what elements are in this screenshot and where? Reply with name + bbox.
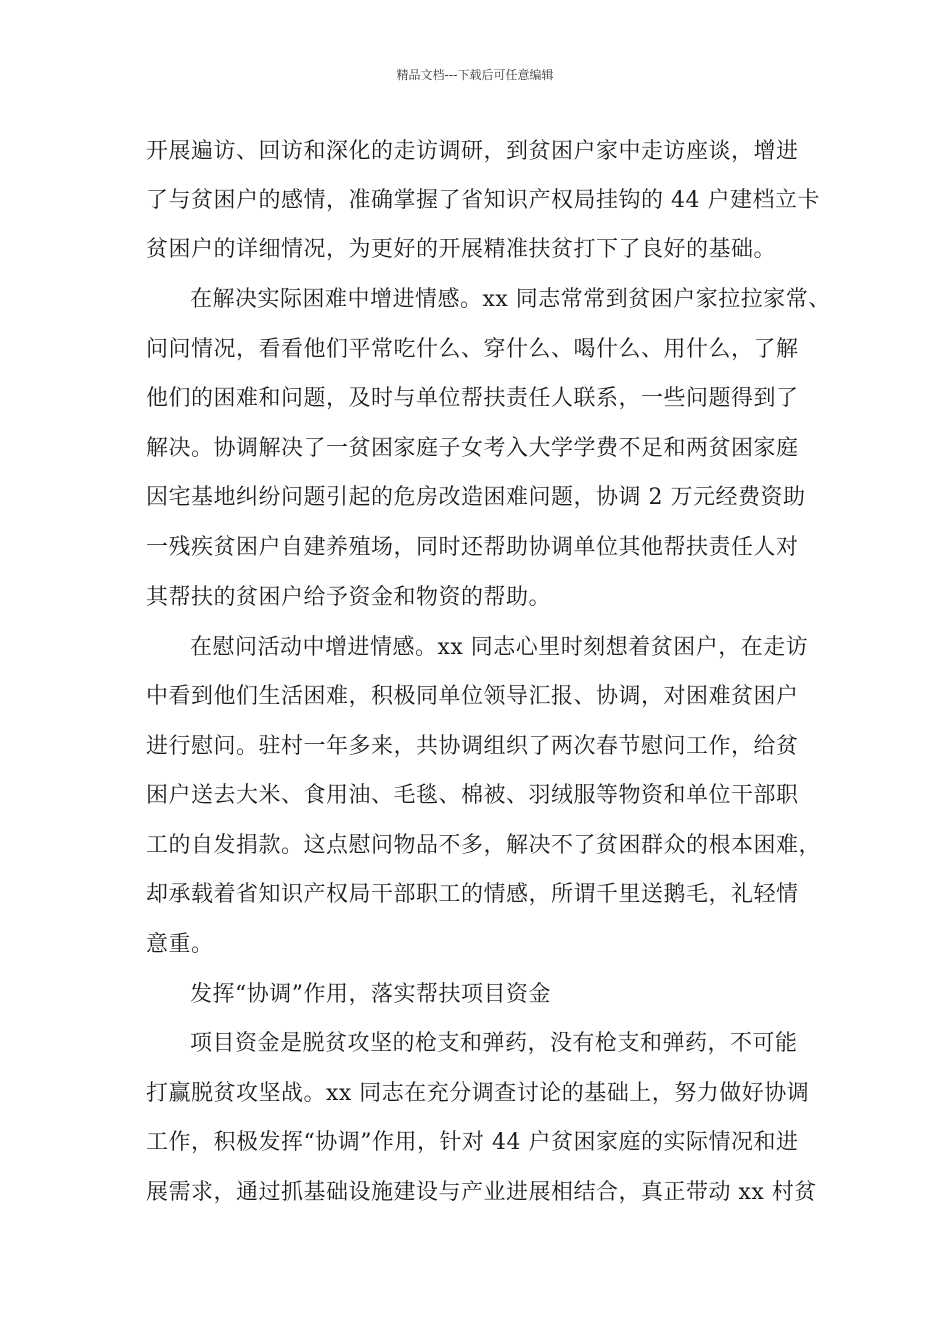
text-line: 意重。 bbox=[146, 932, 214, 957]
text-line: 其帮扶的贫困户给予资金和物资的帮助。 bbox=[146, 585, 552, 610]
text-line: 工的自发捐款。这点慰问物品不多，解决不了贫困群众的根本困难， bbox=[146, 833, 822, 858]
text-line: 他们的困难和问题，及时与单位帮扶责任人联系，一些问题得到了 bbox=[146, 386, 799, 411]
section-heading: 发挥“协调”作用，落实帮扶项目资金 bbox=[190, 982, 551, 1007]
text-line: 一残疾贫困户自建养殖场，同时还帮助协调单位其他帮扶责任人对 bbox=[146, 535, 799, 560]
text-line: 开展遍访、回访和深化的走访调研，到贫困户家中走访座谈，增进 bbox=[146, 139, 799, 164]
text-line: 工作，积极发挥“协调”作用，针对 44 户贫困家庭的实际情况和进 bbox=[146, 1130, 799, 1155]
text-line: 贫困户的详细情况，为更好的开展精准扶贫打下了良好的基础。 bbox=[146, 237, 777, 262]
text-line: 困户送去大米、食用油、毛毯、棉被、羽绒服等物资和单位干部职 bbox=[146, 783, 799, 808]
text-line: 中看到他们生活困难，积极同单位领导汇报、协调，对困难贫困户 bbox=[146, 684, 799, 709]
text-line: 进行慰问。驻村一年多来，共协调组织了两次春节慰问工作，给贫 bbox=[146, 734, 799, 759]
text-line: 解决。协调解决了一贫困家庭子女考入大学学费不足和两贫困家庭 bbox=[146, 436, 799, 461]
text-line: 了与贫困户的感情，准确掌握了省知识产权局挂钩的 44 户建档立卡 bbox=[146, 188, 820, 213]
paragraph-first-line: 项目资金是脱贫攻坚的枪支和弹药，没有枪支和弹药，不可能 bbox=[190, 1031, 798, 1056]
text-line: 展需求，通过抓基础设施建设与产业进展相结合，真正带动 xx 村贫 bbox=[146, 1180, 817, 1205]
page-header: 精品文档---下载后可任意编辑 bbox=[396, 68, 554, 82]
text-line: 打赢脱贫攻坚战。xx 同志在充分调查讨论的基础上，努力做好协调 bbox=[146, 1081, 810, 1106]
text-line: 因宅基地纠纷问题引起的危房改造困难问题，协调 2 万元经费资助 bbox=[146, 485, 806, 510]
paragraph-first-line: 在解决实际困难中增进情感。xx 同志常常到贫困户家拉拉家常、 bbox=[190, 287, 831, 312]
paragraph-first-line: 在慰问活动中增进情感。xx 同志心里时刻想着贫困户，在走访 bbox=[190, 635, 809, 660]
text-line: 问问情况，看看他们平常吃什么、穿什么、喝什么、用什么，了解 bbox=[146, 337, 799, 362]
text-line: 却承载着省知识产权局干部职工的情感，所谓千里送鹅毛，礼轻情 bbox=[146, 882, 799, 907]
